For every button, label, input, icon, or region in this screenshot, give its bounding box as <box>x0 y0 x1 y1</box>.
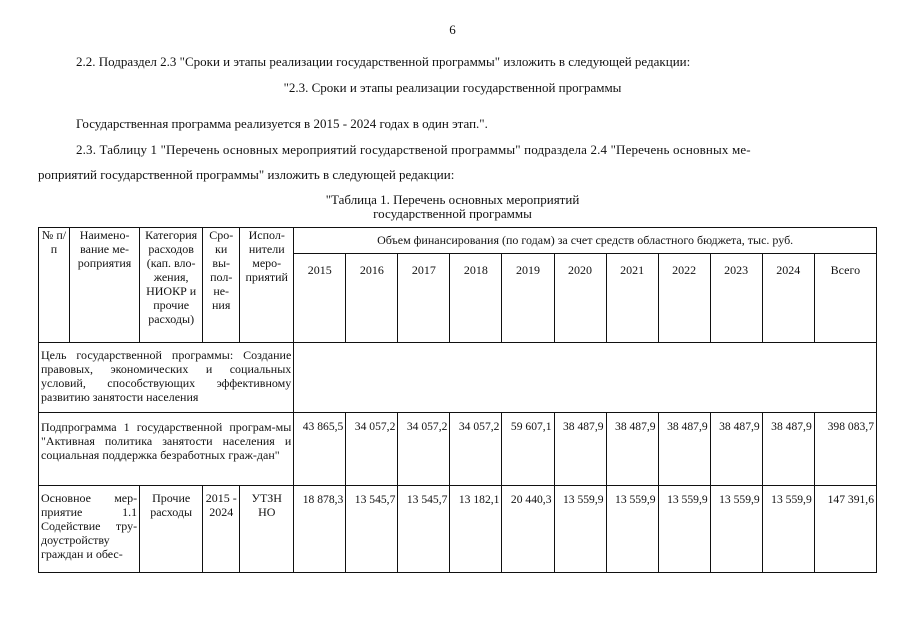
paragraph-2-3-line1: 2.3. Таблицу 1 "Перечень основных мероприятий государственой программы" подраздела 2.4 "Перечень основных ме- <box>76 142 751 157</box>
value-cell: 43 865,5 <box>294 413 346 486</box>
page-number: 6 <box>449 22 456 37</box>
section-heading-2-3: "2.3. Сроки и этапы реализации государственной программы <box>283 80 622 95</box>
value-cell: 38 487,9 <box>606 413 658 486</box>
header-year: 2020 <box>554 254 606 343</box>
value-cell: 13 182,1 <box>450 486 502 573</box>
value-cell: 59 607,1 <box>502 413 554 486</box>
value-cell: 38 487,9 <box>658 413 710 486</box>
header-funding: Объем финансирования (по годам) за счет средств областного бюджета, тыс. руб. <box>294 228 877 254</box>
header-year: 2021 <box>606 254 658 343</box>
total-cell: 147 391,6 <box>814 486 876 573</box>
header-executors: Испол-нители меро-приятий <box>240 228 294 343</box>
header-year: 2019 <box>502 254 554 343</box>
value-cell: 38 487,9 <box>554 413 606 486</box>
value-cell: 13 545,7 <box>346 486 398 573</box>
header-expense-category: Категория расходов (кап. вло-жения, НИОКР и прочие расходы) <box>140 228 203 343</box>
goal-text: Цель государственной программы: Создание правовых, экономических и социальных условий, способствующих эффективному развитию занятости населения <box>39 343 294 413</box>
table-caption-line1: "Таблица 1. Перечень основных мероприятий <box>325 192 580 207</box>
value-cell: 13 559,9 <box>762 486 814 573</box>
subprogram-name: Подпрограмма 1 государственной програм-мы "Активная политика занятости населения и социальная поддержка безработных граж-дан" <box>39 413 294 486</box>
value-cell: 13 559,9 <box>554 486 606 573</box>
measures-table <box>38 227 877 573</box>
value-cell: 34 057,2 <box>346 413 398 486</box>
value-cell: 18 878,3 <box>294 486 346 573</box>
goal-empty-cell <box>294 343 877 413</box>
value-cell: 34 057,2 <box>450 413 502 486</box>
header-year: 2017 <box>398 254 450 343</box>
header-year: 2018 <box>450 254 502 343</box>
header-year: 2023 <box>710 254 762 343</box>
value-cell: 38 487,9 <box>762 413 814 486</box>
header-measure-name: Наимено-вание ме-роприятия <box>70 228 140 343</box>
table-row-goal <box>39 343 877 413</box>
measure-terms: 2015 - 2024 <box>203 486 240 573</box>
header-terms: Сро-ки вы-пол-не-ния <box>203 228 240 343</box>
measure-category: Прочие расходы <box>140 486 203 573</box>
paragraph-program-period: Государственная программа реализуется в 2015 - 2024 годах в один этап.". <box>76 116 488 131</box>
value-cell: 20 440,3 <box>502 486 554 573</box>
value-cell: 38 487,9 <box>710 413 762 486</box>
measure-executors: УТЗН НО <box>240 486 294 573</box>
header-year: 2016 <box>346 254 398 343</box>
header-total: Всего <box>814 254 876 343</box>
value-cell: 13 559,9 <box>710 486 762 573</box>
header-year: 2015 <box>294 254 346 343</box>
header-number: № п/п <box>39 228 70 343</box>
paragraph-2-3-line2: роприятий государственной программы" изложить в следующей редакции: <box>38 167 455 182</box>
paragraph-2-2: 2.2. Подраздел 2.3 "Сроки и этапы реализации государственной программы" изложить в следующей редакции: <box>76 54 691 69</box>
table-caption-line2: государственной программы <box>373 206 532 221</box>
table-row-subprogram <box>39 413 877 486</box>
total-cell: 398 083,7 <box>814 413 876 486</box>
value-cell: 13 559,9 <box>606 486 658 573</box>
header-year: 2024 <box>762 254 814 343</box>
value-cell: 34 057,2 <box>398 413 450 486</box>
table-header-row <box>39 228 877 254</box>
value-cell: 13 545,7 <box>398 486 450 573</box>
measure-name: Основное мер-приятие 1.1 Содействие тру-доустройству граждан и обес- <box>39 486 140 573</box>
value-cell: 13 559,9 <box>658 486 710 573</box>
header-year: 2022 <box>658 254 710 343</box>
table-row-measure <box>39 486 877 573</box>
